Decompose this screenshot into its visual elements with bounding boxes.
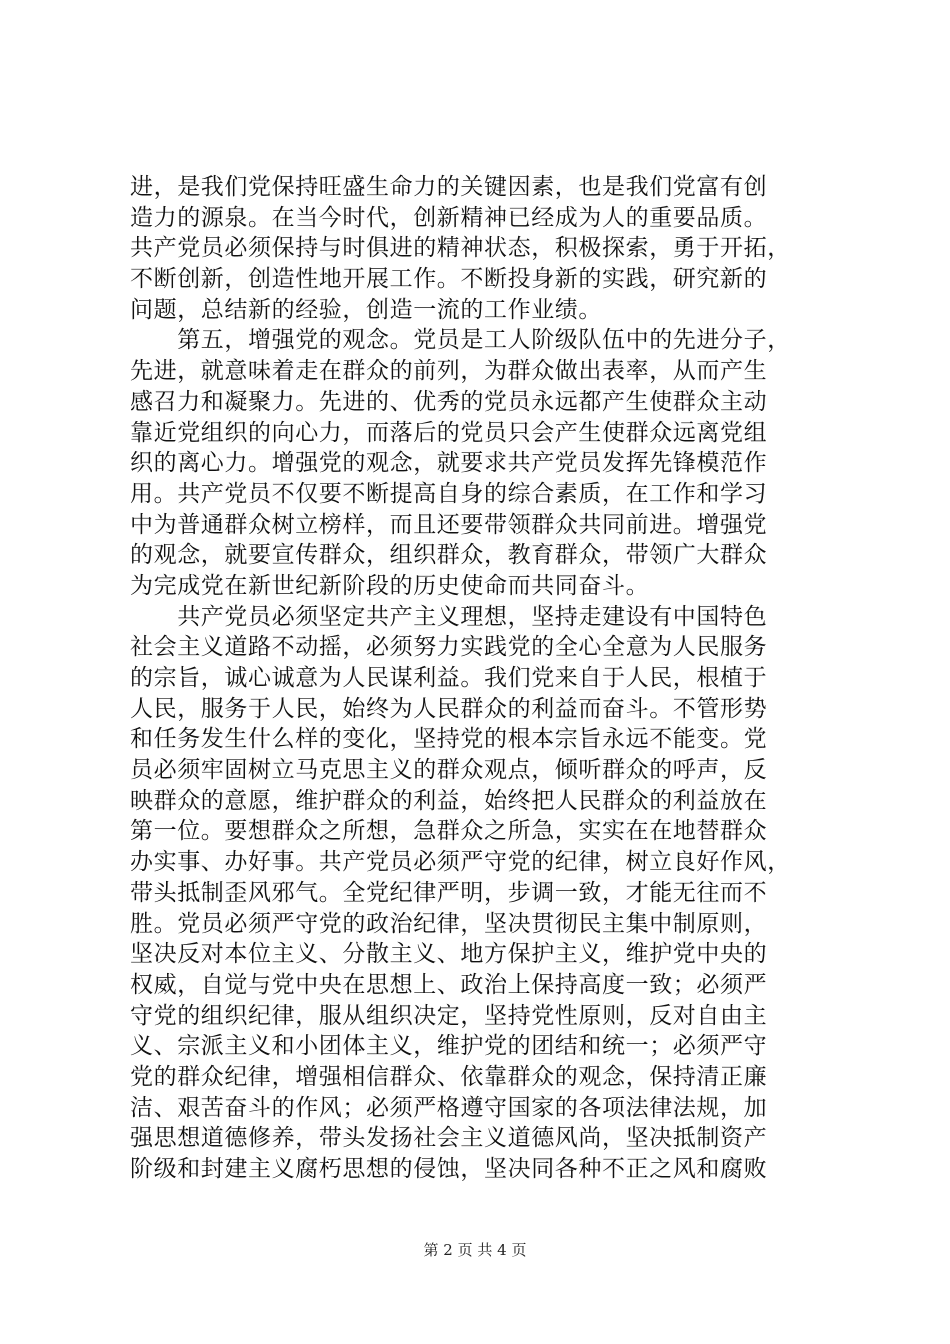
text-line: 共产党员必须保持与时俱进的精神状态，积极探索，勇于开拓， [130, 235, 791, 262]
text-line: 第五，增强党的观念。党员是工人阶级队伍中的先进分子， [130, 327, 791, 354]
text-line: 党的群众纪律，增强相信群众、依靠群众的观念，保持清正廉 [130, 1063, 768, 1090]
body-text [130, 172, 830, 1185]
text-line: 织的离心力。增强党的观念，就要求共产党员发挥先锋模范作 [130, 450, 768, 477]
text-line: 阶级和封建主义腐朽思想的侵蚀，坚决同各种不正之风和腐败 [130, 1156, 768, 1182]
text-line: 带头抵制歪风邪气。全党纪律严明，步调一致，才能无往而不 [130, 879, 768, 906]
text-line: 洁、艰苦奋斗的作风；必须严格遵守国家的各项法律法规，加 [130, 1094, 768, 1121]
text-line: 的观念，就要宣传群众，组织群众，教育群众，带领广大群众 [130, 542, 768, 569]
text-line: 第一位。要想群众之所想，急群众之所急，实实在在地替群众 [130, 818, 768, 845]
text-line: 先进，就意味着走在群众的前列，为群众做出表率，从而产生 [130, 358, 768, 385]
text-line: 映群众的意愿，维护群众的利益，始终把人民群众的利益放在 [130, 787, 768, 814]
text-line: 强思想道德修养，带头发扬社会主义道德风尚，坚决抵制资产 [130, 1125, 768, 1152]
text-line: 不断创新，创造性地开展工作。不断投身新的实践，研究新的 [130, 266, 768, 293]
text-line: 靠近党组织的向心力，而落后的党员只会产生使群众远离党组 [130, 419, 768, 446]
text-line: 用。共产党员不仅要不断提高自身的综合素质，在工作和学习 [130, 480, 768, 507]
text-line: 权威，自觉与党中央在思想上、政治上保持高度一致；必须严 [130, 971, 768, 998]
text-line: 为完成党在新世纪新阶段的历史使命而共同奋斗。 [130, 572, 650, 599]
page-footer: 第 2 页 共 4 页 [423, 1241, 527, 1259]
text-line: 员必须牢固树立马克思主义的群众观点，倾听群众的呼声，反 [130, 757, 768, 784]
text-line: 社会主义道路不动摇，必须努力实践党的全心全意为人民服务 [130, 634, 768, 661]
text-line: 的宗旨，诚心诚意为人民谋利益。我们党来自于人民，根植于 [130, 665, 768, 691]
text-line: 守党的组织纪律，服从组织决定，坚持党性原则，反对自由主 [130, 1002, 768, 1029]
text-line: 办实事、办好事。共产党员必须严守党的纪律，树立良好作风， [130, 849, 791, 876]
text-line: 坚决反对本位主义、分散主义、地方保护主义，维护党中央的 [130, 941, 768, 968]
text-line: 义、宗派主义和小团体主义，维护党的团结和统一；必须严守 [130, 1033, 768, 1060]
text-line: 共产党员必须坚定共产主义理想，坚持走建设有中国特色 [130, 603, 768, 630]
text-line: 进，是我们党保持旺盛生命力的关键因素，也是我们党富有创 [130, 174, 768, 200]
text-line: 人民，服务于人民，始终为人民群众的利益而奋斗。不管形势 [130, 695, 768, 722]
text-line: 胜。党员必须严守党的政治纪律，坚决贯彻民主集中制原则， [130, 910, 768, 937]
text-line: 中为普通群众树立榜样，而且还要带领群众共同前进。增强党 [130, 511, 768, 538]
text-line: 和任务发生什么样的变化，坚持党的根本宗旨永远不能变。党 [130, 726, 768, 753]
text-line: 感召力和凝聚力。先进的、优秀的党员永远都产生使群众主动 [130, 388, 768, 415]
text-line: 问题，总结新的经验，创造一流的工作业绩。 [130, 296, 602, 323]
text-line: 造力的源泉。在当今时代，创新精神已经成为人的重要品质。 [130, 204, 768, 231]
